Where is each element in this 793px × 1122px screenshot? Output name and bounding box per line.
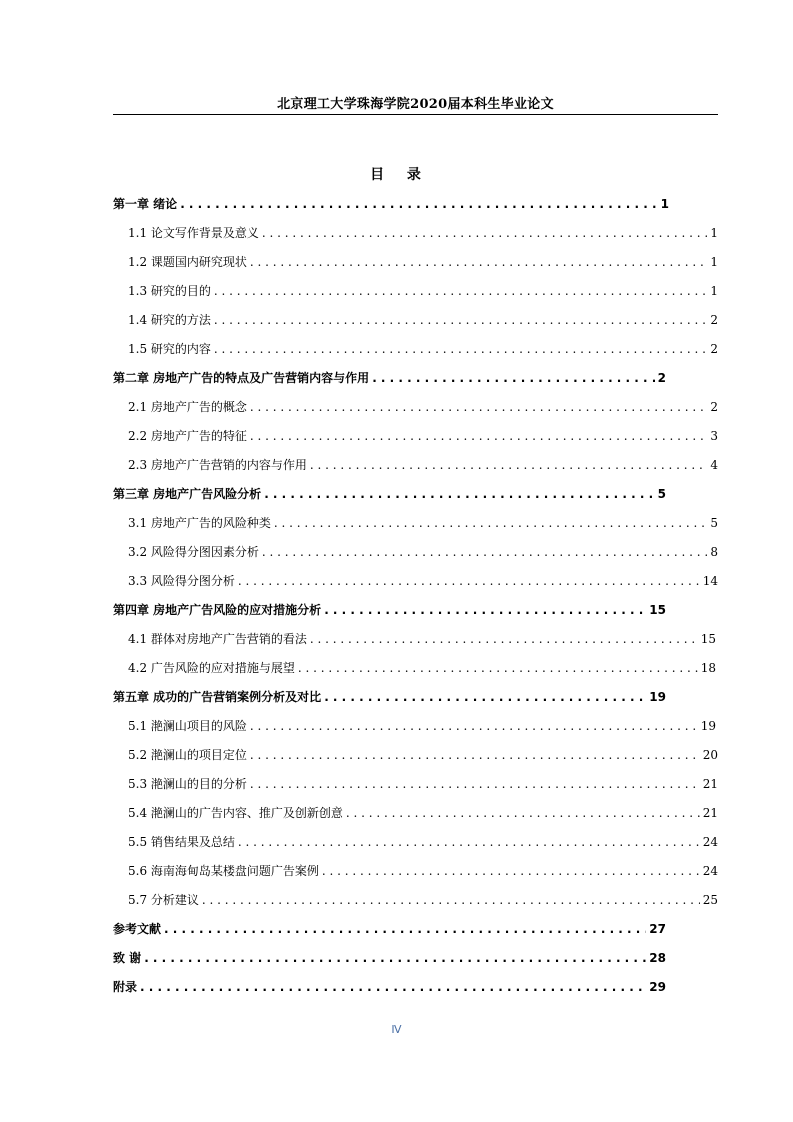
- toc-entry-section[interactable]: [128, 659, 716, 681]
- toc-entry-label: 1.4 研究的方法: [128, 313, 211, 327]
- dot-leader: [310, 632, 698, 646]
- dot-leader: [262, 226, 707, 240]
- toc-entry-page: 2: [710, 400, 718, 414]
- dot-leader: [250, 719, 698, 733]
- toc-entry-page: 2: [710, 342, 718, 356]
- toc-entry-section[interactable]: [128, 427, 718, 449]
- toc-entry-label: 第二章 房地产广告的特点及广告营销内容与作用: [113, 371, 370, 385]
- toc-entry-page: 21: [702, 777, 718, 791]
- toc-entry-page: 5: [710, 516, 718, 530]
- toc-entry-chapter[interactable]: [113, 195, 669, 217]
- toc-entry-label: 5.4 滟澜山的广告内容、推广及创新创意: [128, 806, 343, 820]
- header-rule: [113, 114, 718, 115]
- toc-entry-label: 5.6 海南海甸岛某楼盘问题广告案例: [128, 864, 319, 878]
- toc-entry-section[interactable]: [128, 514, 718, 536]
- toc-entry-section[interactable]: [128, 398, 718, 420]
- document-header: 北京理工大学珠海学院2020届本科生毕业论文: [277, 97, 554, 112]
- dot-leader: [238, 835, 700, 849]
- dot-leader: [372, 371, 654, 385]
- toc-entry-section[interactable]: [128, 833, 718, 855]
- dot-leader: [140, 980, 646, 994]
- toc-entry-label: 3.3 风险得分图分析: [128, 574, 235, 588]
- toc-entry-chapter[interactable]: [113, 485, 666, 507]
- dot-leader: [250, 255, 707, 269]
- dot-leader: [264, 487, 654, 501]
- toc-entry-section[interactable]: [128, 862, 718, 884]
- toc-entry-page: 1: [660, 197, 669, 211]
- dot-leader: [250, 748, 700, 762]
- toc-entry-label: 2.3 房地产广告营销的内容与作用: [128, 458, 307, 472]
- toc-entry-page: 25: [702, 893, 718, 907]
- toc-entry-page: 18: [700, 661, 716, 675]
- toc-entry-label: 参考文献: [113, 922, 162, 936]
- dot-leader: [324, 690, 646, 704]
- toc-entry-label: 5.5 销售结果及总结: [128, 835, 235, 849]
- toc-title: 目 录: [370, 167, 423, 183]
- toc-entry-label: 第五章 成功的广告营销案例分析及对比: [113, 690, 322, 704]
- dot-leader: [250, 429, 707, 443]
- toc-entry-label: 5.2 滟澜山的项目定位: [128, 748, 247, 762]
- dot-leader: [214, 342, 707, 356]
- dot-leader: [262, 545, 707, 559]
- toc-entry-page: 2: [710, 313, 718, 327]
- dot-leader: [274, 516, 707, 530]
- toc-entry-section[interactable]: [128, 456, 718, 478]
- toc-entry-section[interactable]: [128, 717, 716, 739]
- toc-entry-label: 致 谢: [113, 951, 142, 965]
- toc-entry-page: 19: [700, 719, 716, 733]
- toc-entry-label: 3.2 风险得分图因素分析: [128, 545, 259, 559]
- toc-entry-page: 5: [657, 487, 666, 501]
- toc-entry-label: 第三章 房地产广告风险分析: [113, 487, 262, 501]
- toc-entry-label: 第四章 房地产广告风险的应对措施分析: [113, 603, 322, 617]
- toc-entry-label: 4.1 群体对房地产广告营销的看法: [128, 632, 307, 646]
- dot-leader: [310, 458, 707, 472]
- toc-entry-page: 21: [702, 806, 718, 820]
- dot-leader: [250, 777, 700, 791]
- toc-entry-section[interactable]: [128, 572, 718, 594]
- toc-entry-section[interactable]: [128, 746, 718, 768]
- dot-leader: [322, 864, 700, 878]
- toc-entry-page: 15: [700, 632, 716, 646]
- dot-leader: [324, 603, 646, 617]
- dot-leader: [250, 400, 707, 414]
- toc-entry-label: 1.1 论文写作背景及意义: [128, 226, 259, 240]
- toc-entry-section[interactable]: [128, 630, 716, 652]
- toc-entry-page: 3: [710, 429, 718, 443]
- toc-entry-page: 1: [710, 255, 718, 269]
- toc-entry-label: 5.1 滟澜山项目的风险: [128, 719, 247, 733]
- toc-entry-section[interactable]: [128, 224, 718, 246]
- dot-leader: [214, 313, 707, 327]
- toc-entry-chapter[interactable]: [113, 601, 666, 623]
- toc-entry-section[interactable]: [128, 804, 718, 826]
- toc-entry-page: 27: [649, 922, 666, 936]
- toc-entry-label: 1.3 研究的目的: [128, 284, 211, 298]
- toc-entry-page: 2: [657, 371, 666, 385]
- toc-entry-page: 8: [710, 545, 718, 559]
- dot-leader: [214, 284, 707, 298]
- dot-leader: [202, 893, 700, 907]
- toc-entry-page: 24: [702, 835, 718, 849]
- dot-leader: [238, 574, 700, 588]
- toc-entry-chapter[interactable]: [113, 920, 666, 942]
- toc-entry-label: 2.2 房地产广告的特征: [128, 429, 247, 443]
- toc-entry-label: 1.2 课题国内研究现状: [128, 255, 247, 269]
- toc-entry-label: 第一章 绪论: [113, 197, 178, 211]
- toc-entry-page: 24: [702, 864, 718, 878]
- toc-entry-chapter[interactable]: [113, 369, 666, 391]
- dot-leader: [144, 951, 646, 965]
- toc-entry-section[interactable]: [128, 891, 718, 913]
- toc-entry-label: 3.1 房地产广告的风险种类: [128, 516, 271, 530]
- toc-entry-label: 4.2 广告风险的应对措施与展望: [128, 661, 295, 675]
- toc-entry-page: 29: [649, 980, 666, 994]
- toc-entry-section[interactable]: [128, 775, 718, 797]
- toc-entry-page: 15: [649, 603, 666, 617]
- page-number: Ⅳ: [391, 1023, 402, 1036]
- toc-entry-page: 14: [702, 574, 718, 588]
- toc-entry-chapter[interactable]: [113, 949, 666, 971]
- dot-leader: [298, 661, 698, 675]
- dot-leader: [346, 806, 700, 820]
- toc-entry-label: 5.7 分析建议: [128, 893, 199, 907]
- toc-entry-page: 19: [649, 690, 666, 704]
- toc-entry-label: 1.5 研究的内容: [128, 342, 211, 356]
- toc-entry-label: 5.3 滟澜山的目的分析: [128, 777, 247, 791]
- toc-entry-chapter[interactable]: [113, 688, 666, 710]
- dot-leader: [164, 922, 646, 936]
- toc-entry-section[interactable]: [128, 253, 718, 275]
- toc-entry-chapter[interactable]: [113, 978, 666, 1000]
- toc-entry-page: 1: [710, 284, 718, 298]
- toc-entry-page: 4: [710, 458, 718, 472]
- toc-entry-section[interactable]: [128, 282, 718, 304]
- toc-entry-page: 1: [710, 226, 718, 240]
- toc-entry-page: 28: [649, 951, 666, 965]
- toc-entry-section[interactable]: [128, 543, 718, 565]
- toc-entry-section[interactable]: [128, 311, 718, 333]
- toc-entry-section[interactable]: [128, 340, 718, 362]
- dot-leader: [180, 197, 657, 211]
- toc-entry-page: 20: [702, 748, 718, 762]
- toc-entry-label: 2.1 房地产广告的概念: [128, 400, 247, 414]
- toc-entry-label: 附录: [113, 980, 138, 994]
